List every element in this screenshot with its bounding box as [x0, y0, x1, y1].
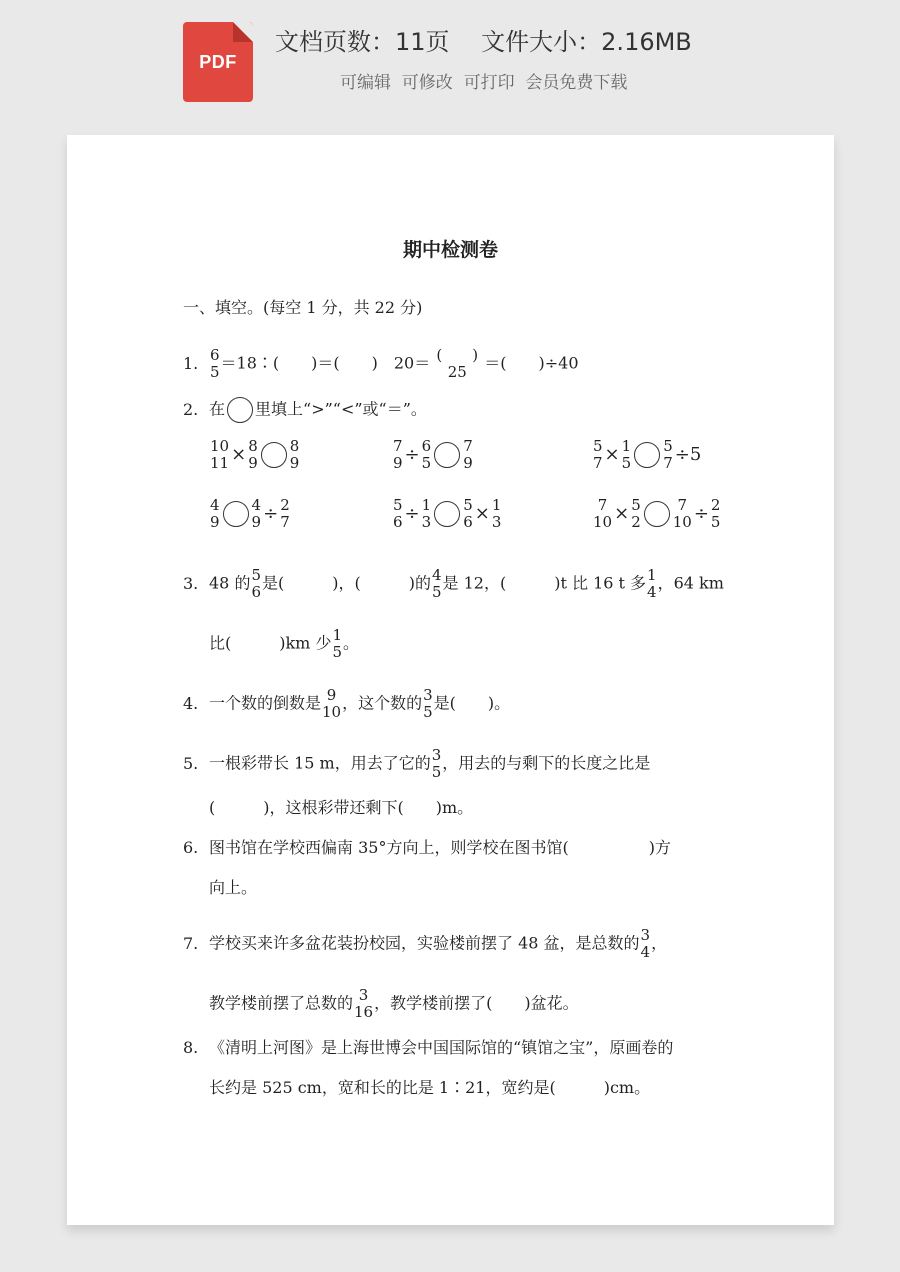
answer-circle — [644, 501, 670, 527]
fraction: 5 6 — [393, 496, 403, 531]
question-8-cont: 长约是 525 cm，宽和长的比是 1∶21，宽约是( )cm。 — [209, 1078, 651, 1097]
answer-circle — [261, 442, 287, 468]
question-3-cont: 比( )km 少 1 5 。 — [209, 626, 360, 661]
compare-item — [392, 497, 502, 531]
question-5: 5. 一根彩带长 15 m，用去了它的 3 5 ，用去的与剩下的长度之比是 — [183, 746, 651, 781]
question-6-cont: 向上。 — [209, 878, 258, 897]
operator: ÷ — [693, 503, 709, 524]
question-6: 6. 图书馆在学校西偏南 35°方向上，则学校在图书馆( )方 — [183, 838, 671, 857]
fraction: 6 5 — [421, 437, 432, 472]
fraction: 5 6 — [251, 566, 261, 601]
fraction: 1 4 — [647, 566, 657, 601]
operator: ÷5 — [674, 444, 702, 465]
operator: ÷ — [263, 503, 279, 524]
fraction: 7 10 — [593, 496, 613, 531]
fraction: 7 9 — [393, 437, 403, 472]
section-heading: 一、填空。(每空 1 分，共 22 分) — [183, 298, 423, 317]
fraction: 9 10 — [322, 686, 342, 721]
operator: × — [604, 444, 620, 465]
question-8: 8. 《清明上河图》是上海世博会中国国际馆的“镇馆之宝”，原画卷的 — [183, 1038, 674, 1057]
fraction: 2 7 — [280, 496, 290, 531]
question-1: 1. 6 5 ＝18∶( )＝( ) 20＝ ( ) 25 ＝( )÷40 — [183, 346, 579, 381]
fraction: 2 5 — [710, 496, 721, 531]
answer-circle — [634, 442, 660, 468]
fraction: 1 5 — [332, 626, 342, 661]
fraction: 6 5 — [210, 346, 220, 381]
fraction: 5 7 — [663, 437, 673, 472]
fraction: 3 5 — [423, 686, 433, 721]
answer-circle — [434, 501, 460, 527]
operator: ÷ — [404, 503, 420, 524]
fraction: 5 2 — [631, 496, 641, 531]
fraction: 4 9 — [251, 496, 262, 531]
header — [0, 0, 900, 120]
fraction: 1 3 — [491, 496, 502, 531]
compare-item — [592, 497, 721, 531]
answer-circle — [227, 397, 253, 423]
fraction: 7 9 — [463, 437, 473, 472]
page-title: 期中检测卷 — [402, 239, 498, 261]
operator: × — [614, 503, 630, 524]
operator: × — [231, 444, 247, 465]
question-2: 2. 在 里填上“>”“<”或“＝”。 — [183, 397, 427, 423]
fraction: 4 5 — [431, 566, 442, 601]
fraction: 4 9 — [210, 496, 220, 531]
answer-circle — [434, 442, 460, 468]
fraction: 8 9 — [248, 437, 258, 472]
fraction: 3 5 — [431, 746, 442, 781]
question-4: 4. 一个数的倒数是 9 10 ，这个数的 3 5 是( )。 — [183, 686, 511, 721]
answer-circle — [223, 501, 249, 527]
compare-item — [209, 497, 291, 531]
document-page — [67, 135, 834, 1225]
compare-item — [592, 438, 702, 472]
fraction: 8 9 — [289, 437, 300, 472]
doc-info-title: 文档页数：11页 文件大小：2.16MB — [275, 28, 692, 56]
pdf-file-icon: PDF — [183, 22, 253, 102]
doc-info-subtitle: 可编辑 可修改 可打印 会员免费下载 — [340, 73, 628, 93]
fraction: 3 16 — [354, 986, 374, 1021]
fraction: 7 10 — [672, 496, 692, 531]
compare-item — [209, 438, 300, 472]
operator: ÷ — [404, 444, 420, 465]
fraction: 10 11 — [210, 437, 230, 472]
question-7: 7. 学校买来许多盆花装扮校园，实验楼前摆了 48 盆，是总数的 3 4 ， — [183, 926, 668, 961]
fraction: 1 3 — [421, 496, 432, 531]
operator: × — [474, 503, 490, 524]
fraction: 3 4 — [640, 926, 651, 961]
question-3: 3. 48 的 5 6 是( )，( )的 4 5 是 12，( )t 比 16 t 多 1 4 ，64 km — [183, 566, 724, 601]
fraction: 5 7 — [593, 437, 603, 472]
fraction: 1 5 — [621, 437, 632, 472]
fraction: ( ) 25 — [436, 346, 479, 381]
question-5-cont: ( )，这根彩带还剩下( )m。 — [209, 798, 474, 817]
question-7-cont: 教学楼前摆了总数的 3 16 ，教学楼前摆了( )盆花。 — [209, 986, 579, 1021]
compare-item — [392, 438, 474, 472]
fraction: 5 6 — [463, 496, 473, 531]
